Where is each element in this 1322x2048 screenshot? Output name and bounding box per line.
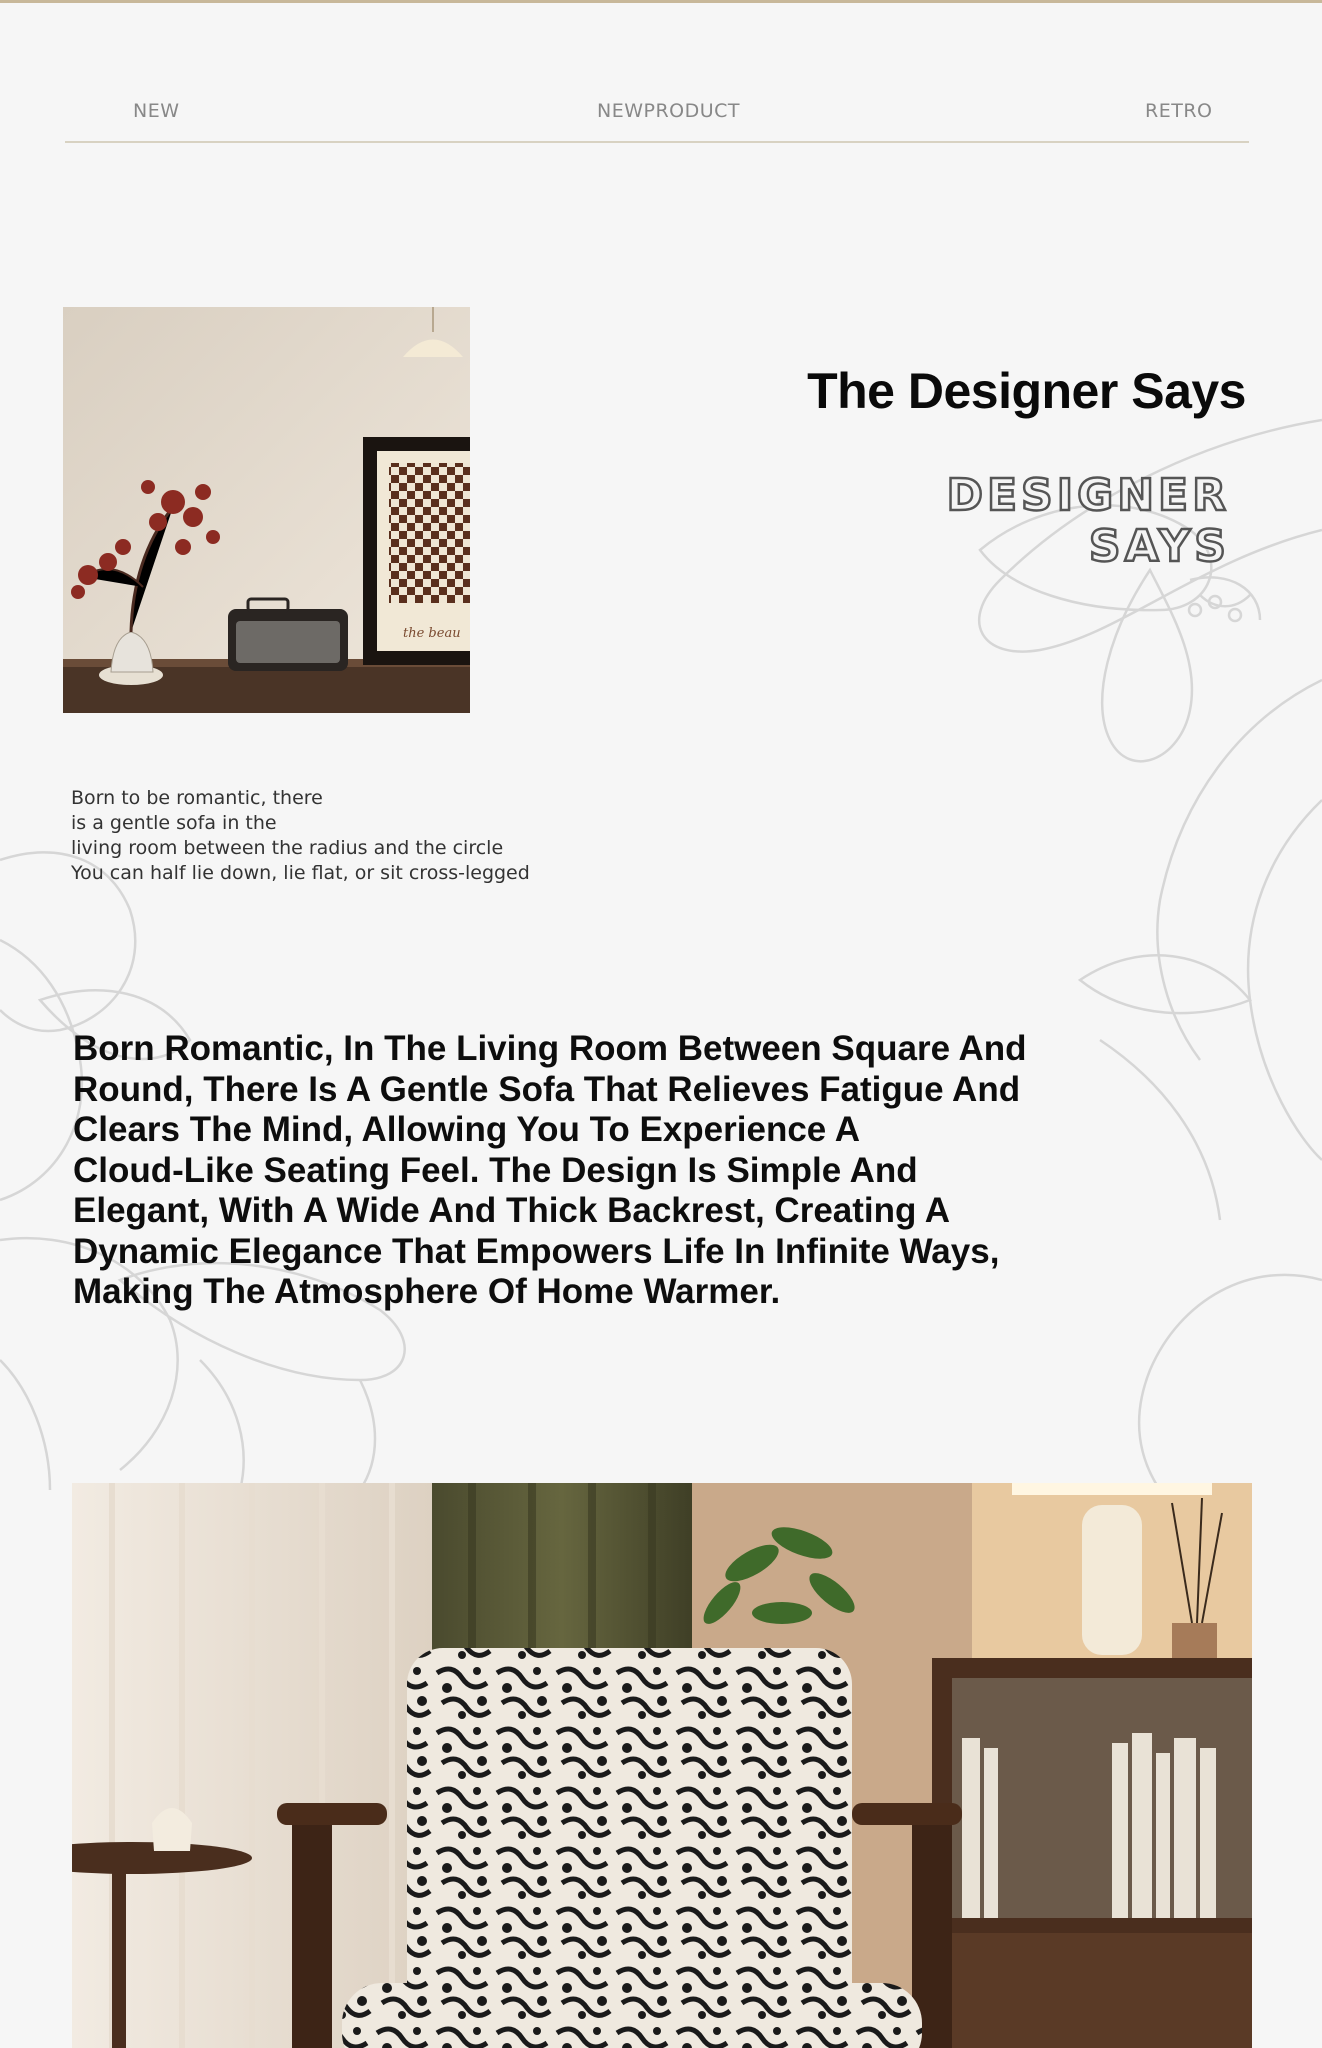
description-line: Dynamic Elegance That Empowers Life In Infinite Ways, [73,1231,1000,1271]
nav-item-newproduct[interactable]: NEWPRODUCT [597,100,741,122]
intro-copy [71,786,571,886]
armchair-room-photo [72,1483,1252,2048]
description-line: Clears The Mind, Allowing You To Experience A [73,1110,860,1149]
top-nav [65,96,1249,143]
description-line: Born Romantic, In The Living Room Between Square And [73,1029,1027,1068]
intro-copy-line: You can half lie down, lie flat, or sit cross-legged [71,862,530,884]
description-paragraph [73,1029,1073,1313]
nav-item-new[interactable]: NEW [133,100,180,122]
intro-copy-line: Born to be romantic, there [71,787,323,809]
description-line: Making The Atmosphere Of Home Warmer. [73,1272,781,1311]
description-line: Elegant, With A Wide And Thick Backrest, Creating A [73,1191,951,1230]
nav-item-retro[interactable]: RETRO [1145,100,1213,122]
frame-caption: the beau [403,626,461,641]
shelf-decor-photo [63,307,470,713]
intro-copy-line: living room between the radius and the circle [71,837,504,859]
top-accent-rule [0,0,1322,3]
section-title: The Designer Says [807,363,1246,419]
description-line: Round, There Is A Gentle Sofa That Relieves Fatigue And [73,1069,1021,1109]
description-line: Cloud-Like Seating Feel. The Design Is Simple And [73,1150,918,1190]
section-title-outline: DESIGNER SAYS [946,470,1230,572]
intro-copy-line: is a gentle sofa in the [71,812,277,834]
